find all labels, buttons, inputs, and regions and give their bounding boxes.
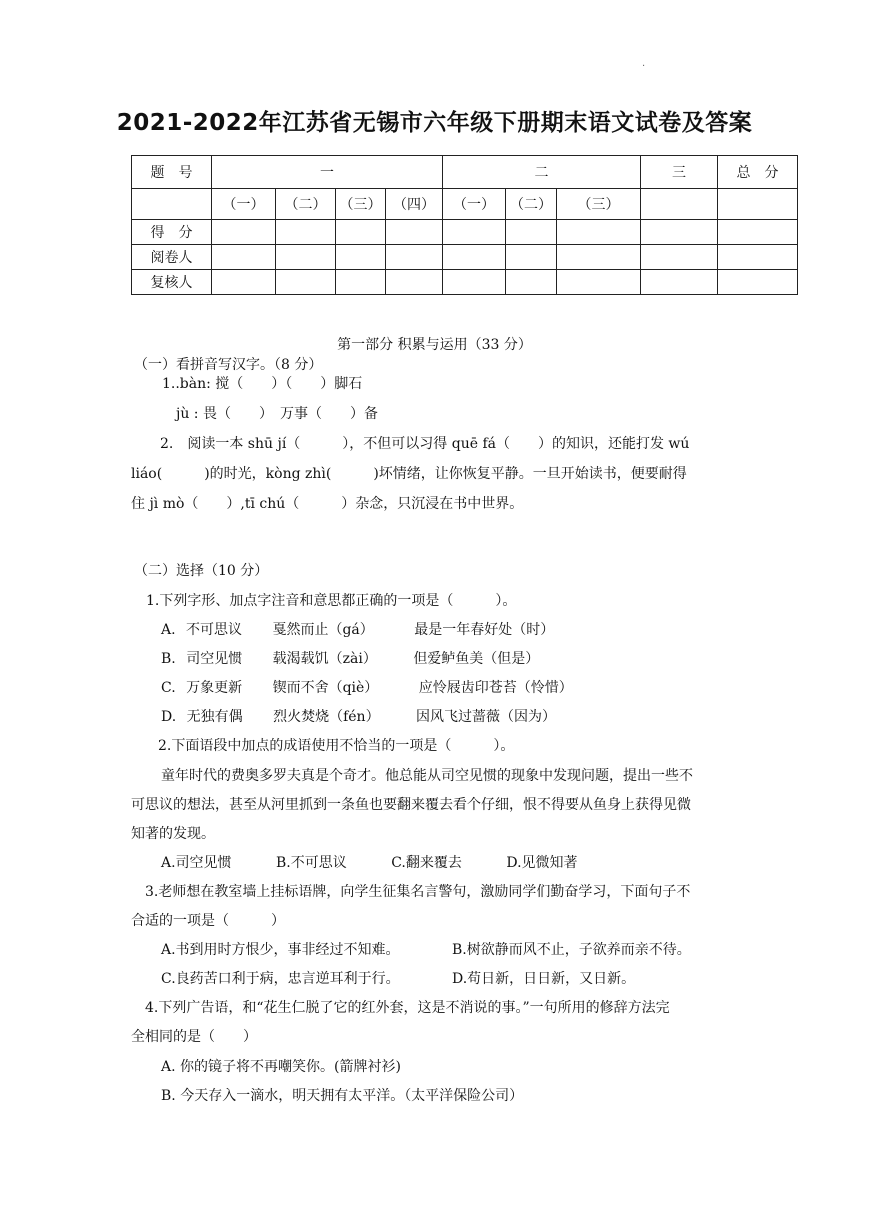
sec2-q3-option-b: B.树欲静而风不止，子欲养而亲不待。 <box>452 942 691 958</box>
option-letter: B. <box>161 651 176 667</box>
option: B.不可思议 <box>276 855 347 871</box>
score-entry-cell[interactable] <box>557 220 641 245</box>
option-word: 最是一年春好处（时） <box>414 622 555 638</box>
option-word: 不可思议 <box>186 622 243 638</box>
sec2-q1-option-b <box>161 650 539 668</box>
option-word: 烈火焚烧（fén） <box>273 709 380 725</box>
score-entry-cell[interactable] <box>336 270 386 295</box>
subheader-cell: （三） <box>336 189 386 220</box>
sec1-q2-line1: 2. 阅读一本 shū jí（ ），不但可以习得 quē fá（ ）的知识，还能打发 wú <box>160 436 690 452</box>
score-entry-cell[interactable] <box>718 220 798 245</box>
header-cell-question-no: 题 号 <box>132 156 212 189</box>
subheader-cell: （一） <box>443 189 506 220</box>
score-entry-cell[interactable] <box>506 270 557 295</box>
sec2-q3-option-d: D.苟日新，日日新，又日新。 <box>452 971 636 987</box>
option: A.司空见惯 <box>161 855 232 871</box>
subheader-cell <box>132 189 212 220</box>
sec1-q1-line1: 1..bàn: 搅（ ）（ ）脚石 <box>162 376 363 392</box>
sec2-q4-stem2: 全相同的是（ ） <box>131 1029 257 1045</box>
sec1-q2-line3: 住 jì mò（ ）,tī chú（ ）杂念，只沉浸在书中世界。 <box>131 496 524 512</box>
sec2-q3-option-c: C.良药苦口利于病，忠言逆耳利于行。 <box>161 971 400 987</box>
option-word: 载渴载饥（zài） <box>272 651 377 667</box>
score-entry-cell[interactable] <box>386 245 443 270</box>
sec2-q1-option-c <box>161 679 573 697</box>
sec2-q1-option-d <box>161 708 556 726</box>
score-entry-cell[interactable] <box>386 270 443 295</box>
score-entry-cell[interactable] <box>641 245 718 270</box>
subheader-cell: （二） <box>276 189 336 220</box>
header-cell-total: 总 分 <box>718 156 798 189</box>
sec2-q2-para2: 可思议的想法，甚至从河里抓到一条鱼也要翻来覆去看个仔细，恨不得要从鱼身上获得见微 <box>131 797 691 813</box>
sec2-q4-option-a: A. 你的镜子将不再嘲笑你。(箭牌衬衫) <box>161 1059 401 1075</box>
subheader-cell: （四） <box>386 189 443 220</box>
sec2-q2-para3: 知著的发现。 <box>131 826 215 842</box>
sec2-q3-stem1: 3.老师想在教室墙上挂标语牌，向学生征集名言警句，激励同学们勤奋学习，下面句子不 <box>145 884 691 900</box>
option-word: 万象更新 <box>186 680 243 696</box>
sec2-q2-options <box>161 854 578 872</box>
option-letter: C. <box>161 680 176 696</box>
score-entry-cell[interactable] <box>336 245 386 270</box>
row-label-grader: 阅卷人 <box>132 245 212 270</box>
score-entry-cell[interactable] <box>641 220 718 245</box>
sec2-q4-stem1: 4.下列广告语，和“花生仁脱了它的红外套，这是不消说的事。”一句所用的修辞方法完 <box>145 1000 670 1016</box>
subheader-cell <box>641 189 718 220</box>
score-entry-cell[interactable] <box>718 270 798 295</box>
option-word: 戛然而止（gá） <box>272 622 374 638</box>
score-entry-cell[interactable] <box>557 245 641 270</box>
score-entry-cell[interactable] <box>718 245 798 270</box>
score-entry-cell[interactable] <box>336 220 386 245</box>
score-entry-cell[interactable] <box>641 270 718 295</box>
sec2-q2-stem: 2.下面语段中加点的成语使用不恰当的一项是（ ）。 <box>158 738 515 754</box>
part1-heading: 第一部分 积累与运用（33 分） <box>337 337 532 353</box>
option: D.见微知著 <box>506 855 578 871</box>
score-table <box>131 155 798 295</box>
option-word: 锲而不舍（qiè） <box>272 680 379 696</box>
score-entry-cell[interactable] <box>443 245 506 270</box>
sec2-q3-option-a: A.书到用时方恨少，事非经过不知难。 <box>161 942 400 958</box>
option-word: 应怜屐齿印苍苔（怜惜） <box>418 680 573 696</box>
score-entry-cell[interactable] <box>386 220 443 245</box>
header-cell-part3: 三 <box>641 156 718 189</box>
sec1-heading: （一）看拼音写汉字。（8 分） <box>134 357 323 373</box>
row-label-reviewer: 复核人 <box>132 270 212 295</box>
score-entry-cell[interactable] <box>212 245 276 270</box>
option-letter: A. <box>161 622 176 638</box>
score-entry-cell[interactable] <box>443 270 506 295</box>
subheader-cell: （一） <box>212 189 276 220</box>
header-cell-part1: 一 <box>212 156 443 189</box>
sec2-q2-para1: 童年时代的费奥多罗夫真是个奇才。他总能从司空见惯的现象中发现问题，提出一些不 <box>161 768 693 784</box>
option-word: 司空见惯 <box>186 651 243 667</box>
option: C.翻来覆去 <box>391 855 462 871</box>
option-word: 但爱鲈鱼美（但是） <box>413 651 540 667</box>
sec2-heading: （二）选择（10 分） <box>134 563 269 579</box>
score-entry-cell[interactable] <box>276 220 336 245</box>
option-word: 无独有偶 <box>186 709 243 725</box>
header-mark: . <box>642 58 646 69</box>
score-entry-cell[interactable] <box>443 220 506 245</box>
sec1-q1-line2: jù : 畏（ ） 万事（ ）备 <box>176 406 378 422</box>
subheader-cell: （三） <box>557 189 641 220</box>
sec2-q3-stem2: 合适的一项是（ ） <box>131 913 285 929</box>
score-entry-cell[interactable] <box>276 245 336 270</box>
sec2-q1-option-a <box>161 621 554 639</box>
option-word: 因风飞过蔷薇（因为） <box>416 709 557 725</box>
score-entry-cell[interactable] <box>557 270 641 295</box>
sec2-q4-option-b: B. 今天存入一滴水，明天拥有太平洋。（太平洋保险公司） <box>161 1088 524 1104</box>
sec1-q2-line2: liáo( )的时光，kòng zhì( )坏情绪，让你恢复平静。一旦开始读书，便要耐得 <box>131 466 687 482</box>
sec2-q1-stem: 1.下列字形、加点字注音和意思都正确的一项是（ ）。 <box>146 593 517 609</box>
score-entry-cell[interactable] <box>212 270 276 295</box>
subheader-cell <box>718 189 798 220</box>
page-title: 2021-2022年江苏省无锡市六年级下册期末语文试卷及答案 <box>116 110 753 136</box>
subheader-cell: （二） <box>506 189 557 220</box>
score-entry-cell[interactable] <box>212 220 276 245</box>
score-entry-cell[interactable] <box>506 220 557 245</box>
header-cell-part2: 二 <box>443 156 641 189</box>
score-entry-cell[interactable] <box>276 270 336 295</box>
option-letter: D. <box>161 709 177 725</box>
score-entry-cell[interactable] <box>506 245 557 270</box>
row-label-score: 得 分 <box>132 220 212 245</box>
